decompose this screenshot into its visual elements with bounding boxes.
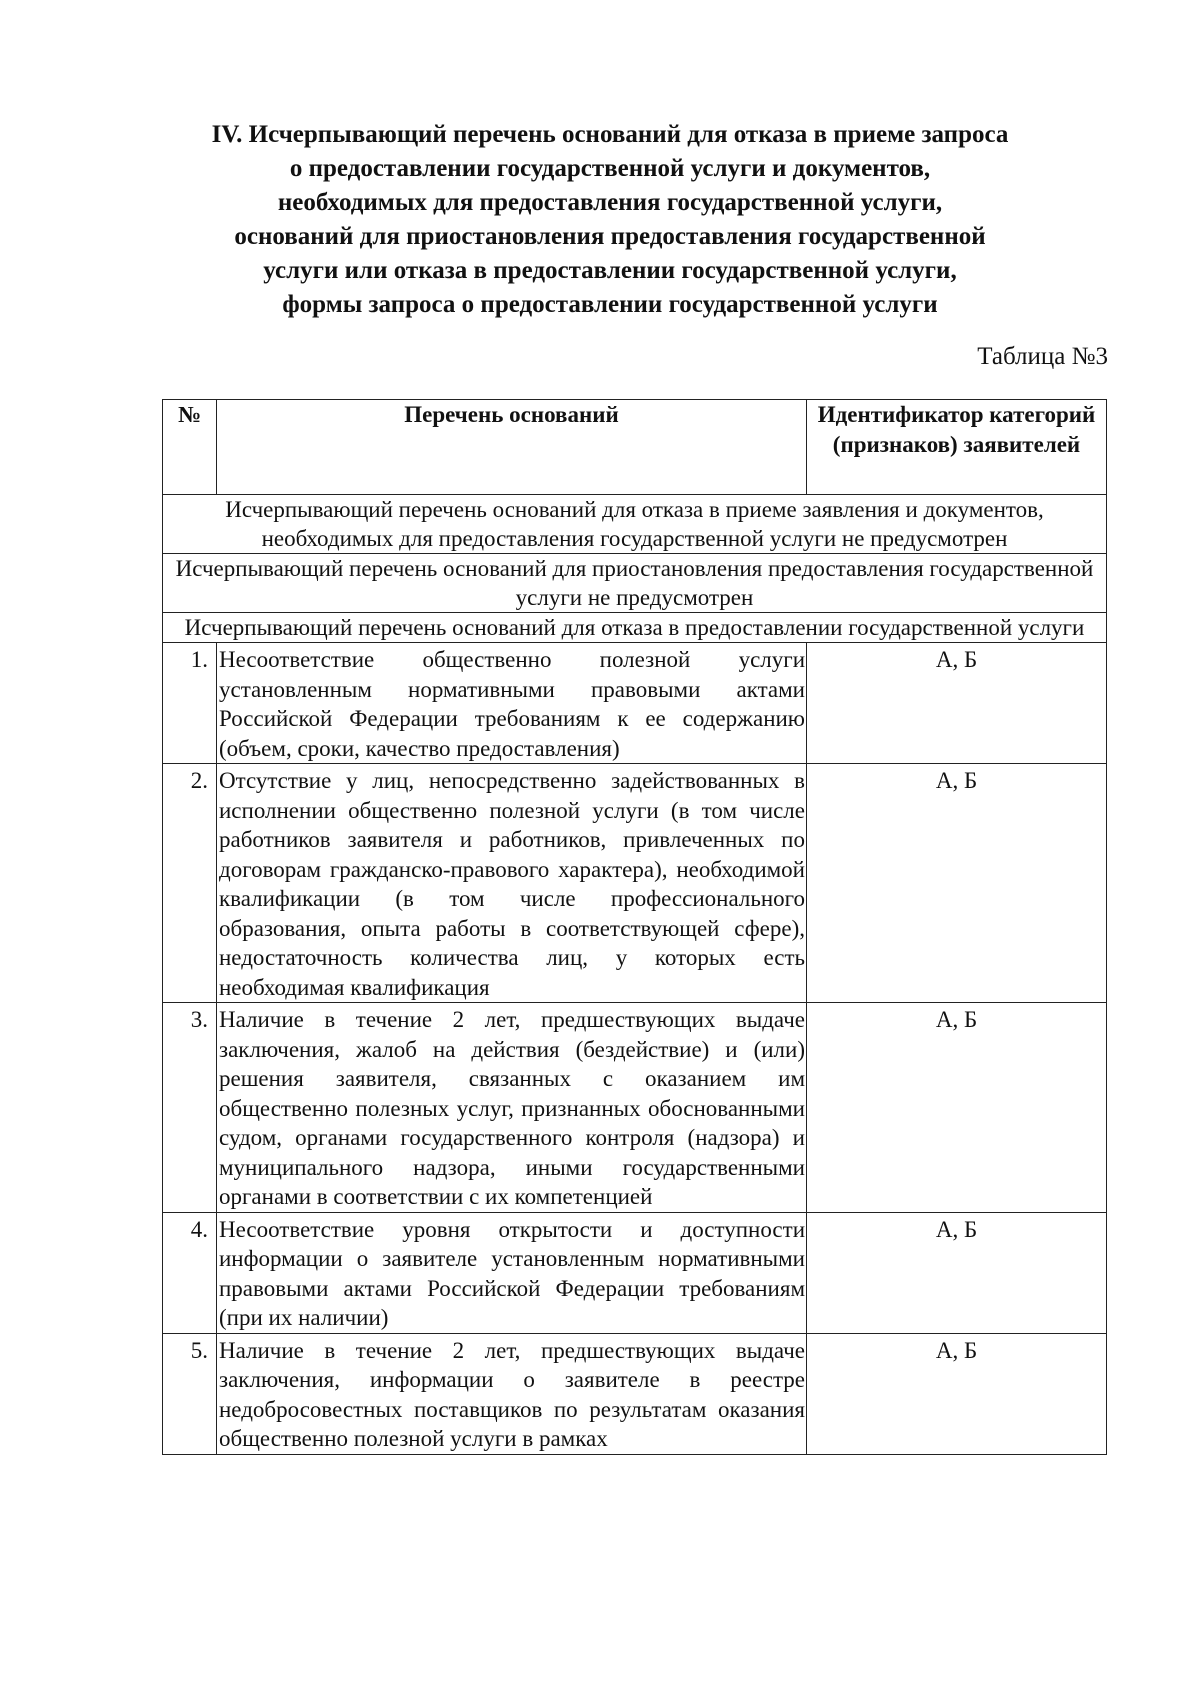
row-reason: Отсутствие у лиц, непосредственно задействованных в исполнении общественно полезной услуги (в том числе работников заявителя и работников, привлеченных по договорам гражданско-правового характера), необходимой квалификации (в том числе профессионального образования, опыта работы в соответствующей сфере), недостаточность количества лиц, у которых есть необходимая квалификация (217, 764, 807, 1003)
row-number: 2. (163, 764, 217, 1003)
title-line-2: о предоставлении государственной услуги и документов, (289, 155, 931, 182)
table-row (163, 1333, 1107, 1454)
row-reason: Наличие в течение 2 лет, предшествующих выдаче заключения, жалоб на действия (бездействие) и (или) решения заявителя, связанных с оказанием им общественно полезных услуг, признанных обоснованными судом, органами государственного контроля (надзора) и муниципального надзора, иными государственными органами в соответствии с их компетенцией (217, 1003, 807, 1213)
section-text: Исчерпывающий перечень оснований для отказа в приеме заявления и документов, необходимых для предоставления государственной услуги не предусмотрен (163, 495, 1107, 554)
table-row (163, 1003, 1107, 1213)
row-identifier: А, Б (807, 643, 1107, 764)
title-line-6: формы запроса о предоставлении государственной услуги (282, 291, 938, 318)
title-line-5: услуги или отказа в предоставлении государственной услуги, (263, 257, 957, 284)
row-number: 3. (163, 1003, 217, 1213)
row-identifier: А, Б (807, 1212, 1107, 1333)
section-row (163, 554, 1107, 613)
table-row (163, 764, 1107, 1003)
header-reason: Перечень оснований (217, 400, 807, 495)
grounds-table (162, 399, 1107, 1455)
row-reason: Наличие в течение 2 лет, предшествующих выдаче заключения, информации о заявителе в реестре недобросовестных поставщиков по результатам оказания общественно полезной услуги в рамках (217, 1333, 807, 1454)
section-text: Исчерпывающий перечень оснований для приостановления предоставления государственной услуги не предусмотрен (163, 554, 1107, 613)
row-number: 4. (163, 1212, 217, 1333)
row-number: 1. (163, 643, 217, 764)
row-identifier: А, Б (807, 1003, 1107, 1213)
row-number: 5. (163, 1333, 217, 1454)
table-row (163, 643, 1107, 764)
table-header-row (163, 400, 1107, 495)
row-identifier: А, Б (807, 764, 1107, 1003)
table-label: Таблица №3 (977, 343, 1108, 370)
section-title (150, 118, 1070, 322)
table-row (163, 1212, 1107, 1333)
title-line-3: необходимых для предоставления государственной услуги, (277, 189, 943, 216)
section-text: Исчерпывающий перечень оснований для отказа в предоставлении государственной услуги (163, 613, 1107, 643)
row-reason: Несоответствие общественно полезной услуги установленным нормативными правовыми актами Российской Федерации требованиям к ее содержанию (объем, сроки, качество предоставления) (217, 643, 807, 764)
section-row (163, 495, 1107, 554)
header-identifier: Идентификатор категорий (признаков) заявителей (807, 400, 1107, 495)
header-num: № (163, 400, 217, 495)
section-row (163, 613, 1107, 643)
title-line-4: оснований для приостановления предоставления государственной (234, 223, 986, 250)
row-identifier: А, Б (807, 1333, 1107, 1454)
title-line-1: IV. Исчерпывающий перечень оснований для отказа в приеме запроса (211, 121, 1009, 148)
row-reason: Несоответствие уровня открытости и доступности информации о заявителе установленным нормативными правовыми актами Российской Федерации требованиям (при их наличии) (217, 1212, 807, 1333)
